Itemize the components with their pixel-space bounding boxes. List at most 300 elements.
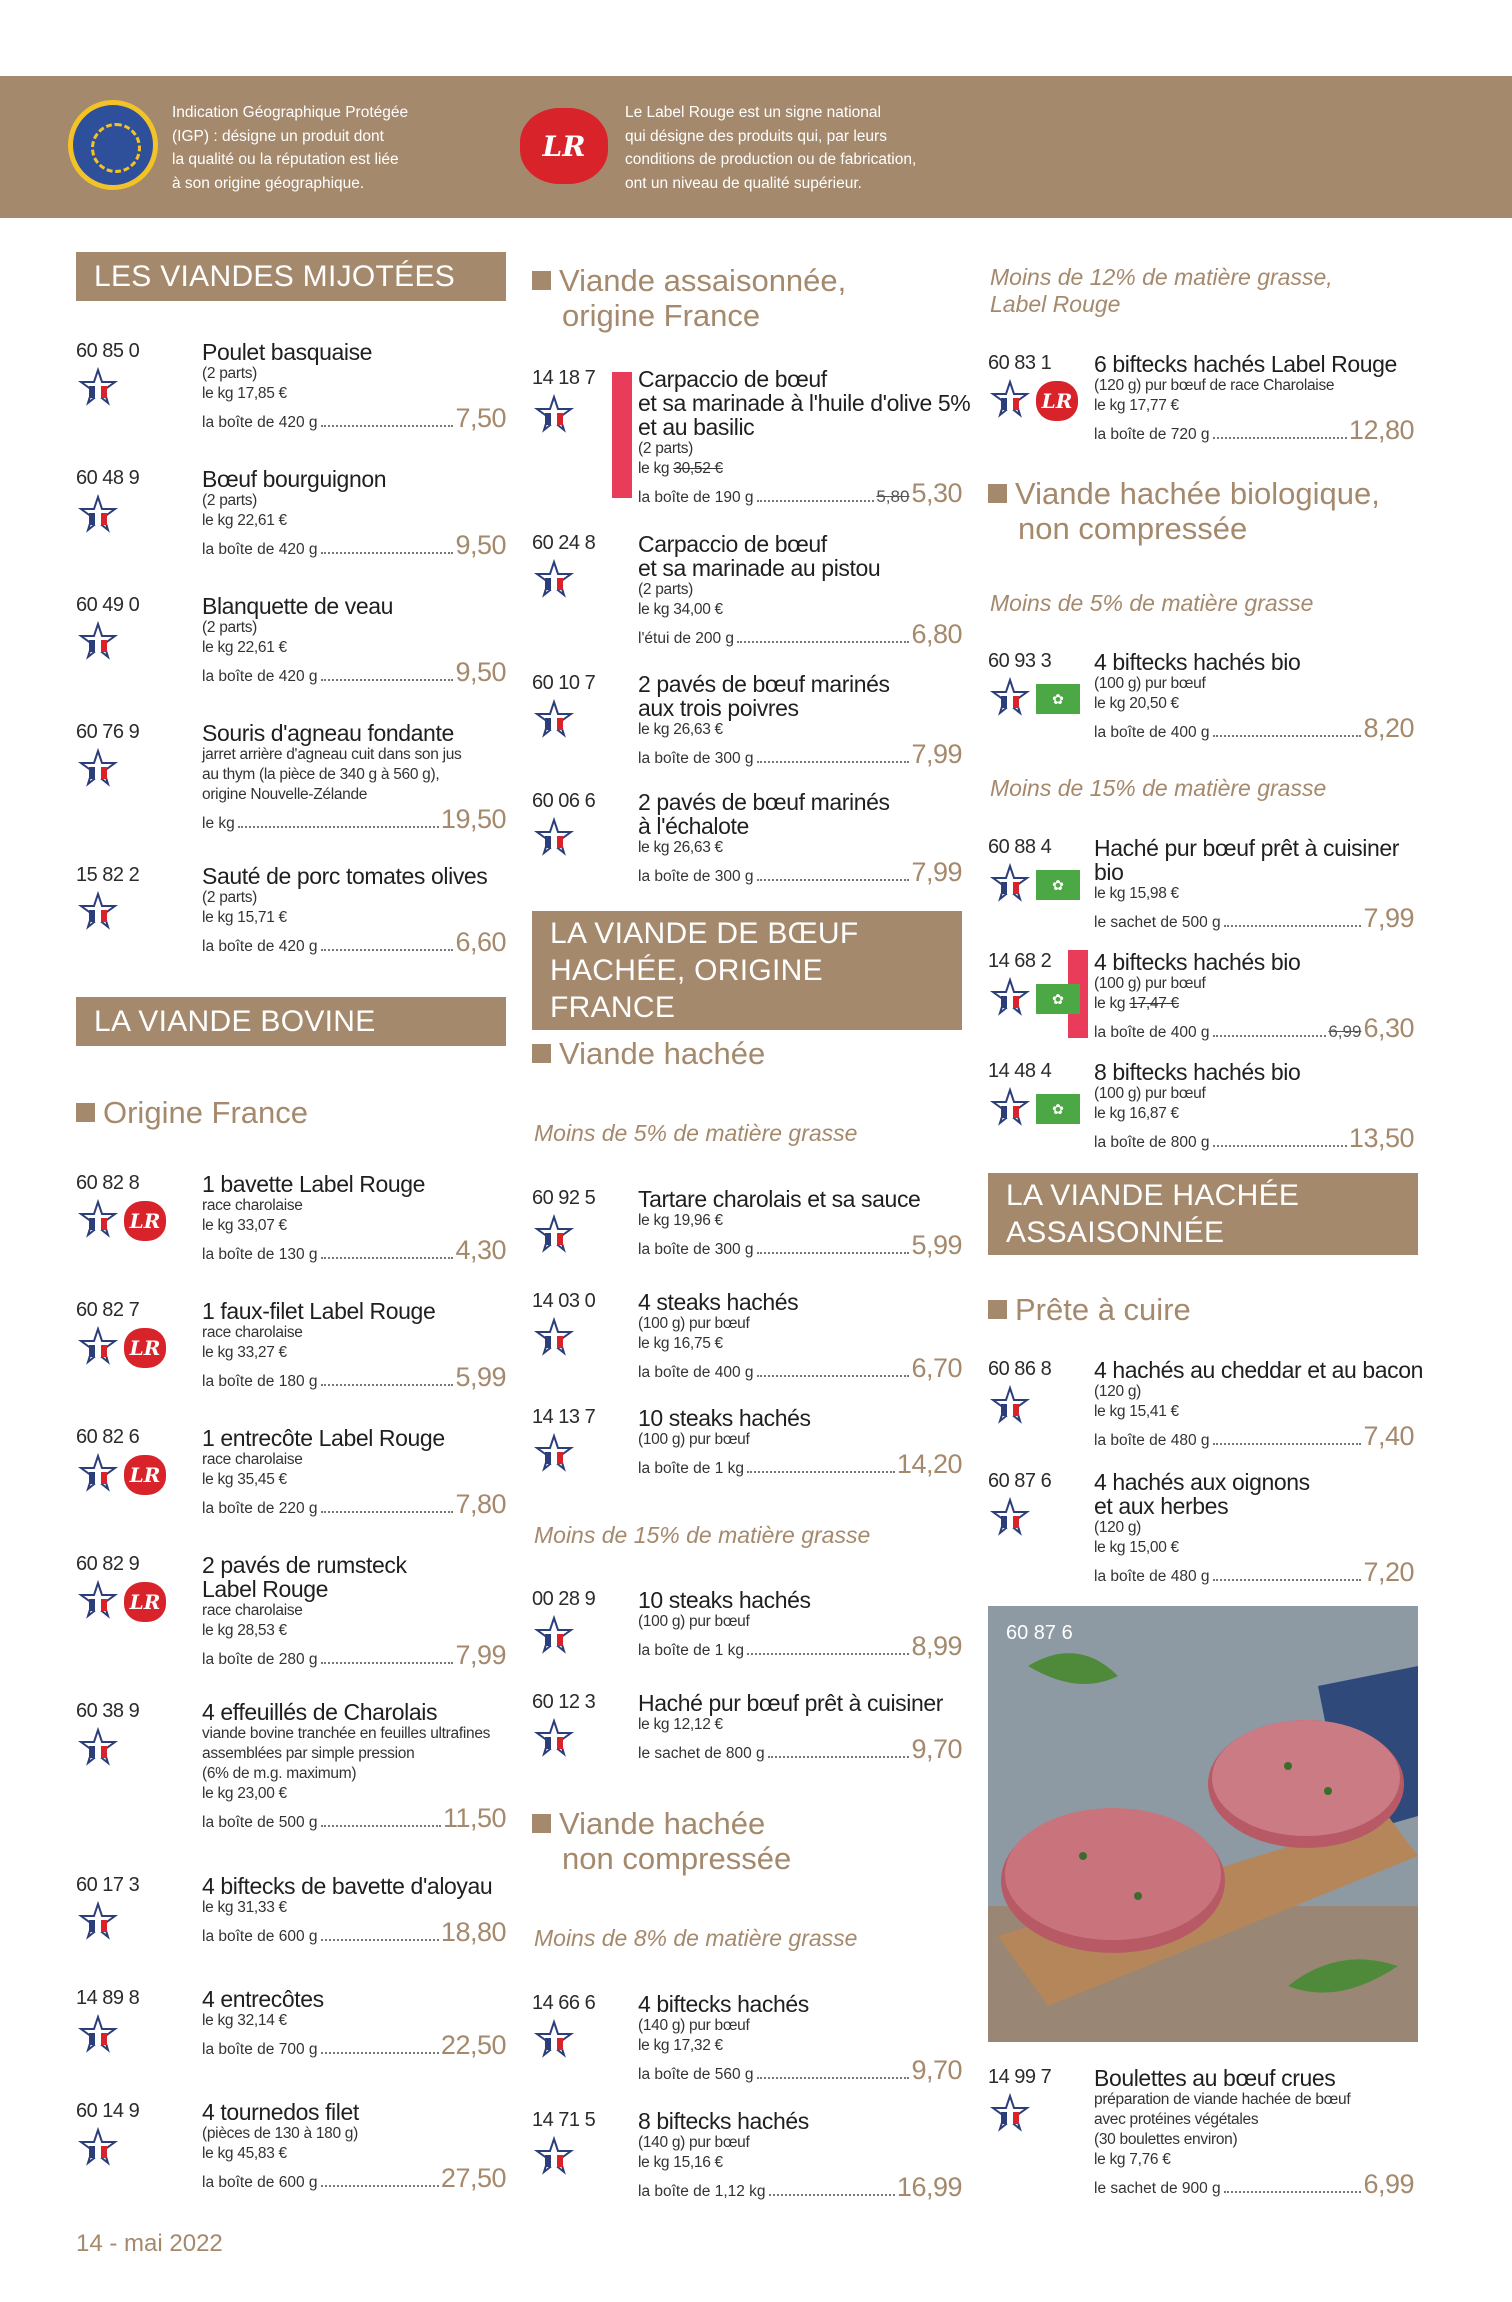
product-detail: le kg 22,61 €: [202, 512, 287, 529]
leader-dots: [321, 1825, 441, 1827]
product-badges: [76, 1326, 166, 1370]
leader-dots: [757, 2077, 910, 2079]
package-label: la boîte de 720 g: [1094, 426, 1210, 443]
product-badges: [76, 494, 120, 538]
origine-france-icon: [532, 817, 576, 861]
package-label: la boîte de 1 kg: [638, 1642, 744, 1659]
product-detail: (2 parts): [638, 440, 694, 457]
product-badges: [988, 863, 1080, 907]
leader-dots: [321, 2185, 439, 2187]
product-code: 60 87 6: [988, 1470, 1052, 1492]
product-name: 4 effeuillés de Charolais: [202, 1699, 438, 1725]
origine-france-icon: [76, 2014, 120, 2058]
product-price: 7,99: [911, 857, 962, 887]
package-label: la boîte de 560 g: [638, 2066, 754, 2083]
price-line: [638, 740, 962, 770]
subheader-viande-hachee: Viande hachée: [532, 1036, 765, 1071]
burger-patties-photo: [988, 1606, 1418, 2042]
product-code: 60 06 6: [532, 790, 596, 812]
leader-dots: [757, 1375, 910, 1377]
product-name: Poulet basquaise: [202, 339, 373, 365]
product-detail: le kg 26,63 €: [638, 839, 723, 856]
product-detail: (100 g) pur bœuf: [1094, 975, 1206, 992]
product-price: 6,99: [1363, 2169, 1414, 2199]
leader-dots: [737, 641, 909, 643]
leader-dots: [757, 500, 875, 502]
leader-dots: [757, 761, 910, 763]
origine-france-icon: [76, 891, 120, 935]
header-viande-bovine: LA VIANDE BOVINE: [76, 997, 506, 1046]
product-name: 4 steaks hachés: [638, 1289, 799, 1315]
product-code: 60 86 8: [988, 1358, 1052, 1380]
product-detail: (100 g) pur bœuf: [1094, 675, 1206, 692]
product-price: 5,99: [911, 1230, 962, 1260]
leader-dots: [747, 1653, 909, 1655]
package-label: la boîte de 1,12 kg: [638, 2183, 766, 2200]
product-price: 7,20: [1363, 1557, 1414, 1587]
product-detail: (120 g): [1094, 1519, 1142, 1536]
header-hachee-assaisonnee: LA VIANDE HACHÉE ASSAISONNÉE: [988, 1173, 1418, 1255]
product-badges: [76, 367, 120, 411]
origine-france-icon: [532, 1718, 576, 1762]
product-name: 2 pavés de rumsteck: [202, 1552, 407, 1578]
product-code: 60 76 9: [76, 721, 140, 743]
leader-dots: [1213, 1443, 1362, 1445]
product-detail: le kg 34,00 €: [638, 601, 723, 618]
origine-france-icon: [988, 1087, 1032, 1131]
product-detail: le kg 15,71 €: [202, 909, 287, 926]
leader-dots: [321, 949, 454, 951]
product-detail: (100 g) pur bœuf: [638, 1613, 750, 1630]
label-rouge-logo-icon: LR: [520, 108, 608, 184]
product-price: 9,70: [911, 1734, 962, 1764]
product-code: 60 82 8: [76, 1172, 140, 1194]
product-detail: (120 g): [1094, 1383, 1142, 1400]
product-detail: avec protéines végétales: [1094, 2111, 1259, 2128]
product-name: Souris d'agneau fondante: [202, 720, 454, 746]
product-price: 11,50: [442, 1803, 506, 1833]
note-15pct: Moins de 15% de matière grasse: [534, 1522, 871, 1548]
price-line: [638, 620, 962, 650]
label-rouge-icon: LR: [124, 1582, 166, 1622]
note-5pct: Moins de 5% de matière grasse: [534, 1120, 858, 1146]
price-line: [1094, 2170, 1414, 2200]
product-code: 60 92 5: [532, 1187, 596, 1209]
product-badges: [988, 1385, 1032, 1429]
package-label: la boîte de 600 g: [202, 2174, 318, 2191]
product-detail: le kg 31,33 €: [202, 1899, 287, 1916]
product-badges: [76, 1580, 166, 1624]
product-detail: origine Nouvelle-Zélande: [202, 786, 368, 803]
product-price: 9,50: [455, 530, 506, 560]
product-code: 14 13 7: [532, 1406, 596, 1428]
package-label: la boîte de 190 g: [638, 489, 754, 506]
package-label: la boîte de 480 g: [1094, 1568, 1210, 1585]
leader-dots: [238, 826, 439, 828]
price-line: [202, 1804, 506, 1834]
product-name: 4 biftecks hachés bio: [1094, 649, 1301, 675]
product-name: 4 hachés aux oignons: [1094, 1469, 1310, 1495]
product-price: 6,70: [911, 1353, 962, 1383]
product-detail: (2 parts): [202, 365, 258, 382]
product-price: 18,80: [440, 1917, 506, 1947]
leader-dots: [321, 2052, 439, 2054]
leader-dots: [1224, 2191, 1362, 2193]
product-code: 60 10 7: [532, 672, 596, 694]
product-detail: (140 g) pur bœuf: [638, 2134, 750, 2151]
product-name: 6 biftecks hachés Label Rouge: [1094, 351, 1397, 377]
subheader-viande-assaisonnee: Viande assaisonnée, origine France: [532, 263, 846, 333]
product-code: 14 66 6: [532, 1992, 596, 2014]
product-code: 00 28 9: [532, 1588, 596, 1610]
product-name: 2 pavés de bœuf marinés: [638, 789, 890, 815]
product-badges: [532, 1615, 576, 1659]
product-detail: viande bovine tranchée en feuilles ultrafines: [202, 1725, 491, 1742]
price-line: [638, 1231, 962, 1261]
subheader-prete-a-cuire: Prête à cuire: [988, 1292, 1191, 1327]
product-name: et sa marinade à l'huile d'olive 5%: [638, 390, 971, 416]
origine-france-icon: [988, 2093, 1032, 2137]
price-line: [638, 1450, 962, 1480]
product-badges: [76, 1901, 120, 1945]
leader-dots: [1213, 735, 1362, 737]
product-badges: [988, 2093, 1032, 2137]
product-detail: le kg 19,96 €: [638, 1212, 723, 1229]
product-badges: [76, 2127, 120, 2171]
product-badges: [532, 1214, 576, 1258]
product-price: 5,30: [911, 478, 962, 508]
package-label: la boîte de 300 g: [638, 1241, 754, 1258]
product-code: 60 82 6: [76, 1426, 140, 1448]
product-detail: le kg 15,98 €: [1094, 885, 1179, 902]
package-label: la boîte de 400 g: [1094, 724, 1210, 741]
product-code: 14 89 8: [76, 1987, 140, 2009]
note-12pct-label-rouge: Moins de 12% de matière grasse, Label Rouge: [990, 264, 1333, 317]
product-code: 60 85 0: [76, 340, 140, 362]
product-name: 4 biftecks hachés bio: [1094, 949, 1301, 975]
product-detail: (120 g) pur bœuf de race Charolaise: [1094, 377, 1335, 394]
package-label: le sachet de 500 g: [1094, 914, 1221, 931]
origine-france-icon: [988, 1385, 1032, 1429]
product-detail: (6% de m.g. maximum): [202, 1765, 357, 1782]
product-name: 1 faux-filet Label Rouge: [202, 1298, 436, 1324]
origine-france-icon: [76, 1580, 120, 1624]
origine-france-icon: [532, 2136, 576, 2180]
package-label: la boîte de 400 g: [1094, 1024, 1210, 1041]
product-name: Bœuf bourguignon: [202, 466, 387, 492]
product-badges: [76, 1727, 120, 1771]
package-label: la boîte de 600 g: [202, 1928, 318, 1945]
product-code: 60 49 0: [76, 594, 140, 616]
product-badges: [988, 977, 1080, 1021]
origine-france-icon: [76, 494, 120, 538]
price-line: [638, 858, 962, 888]
label-rouge-icon: LR: [1036, 381, 1078, 421]
product-code: 60 24 8: [532, 532, 596, 554]
leader-dots: [321, 1939, 439, 1941]
product-price: 22,50: [440, 2030, 506, 2060]
package-label: la boîte de 420 g: [202, 541, 318, 558]
product-name: Sauté de porc tomates olives: [202, 863, 488, 889]
price-line: [202, 2031, 506, 2061]
product-price: 9,50: [455, 657, 506, 687]
product-price: 8,20: [1363, 713, 1414, 743]
price-line: [202, 1641, 506, 1671]
product-badges: [76, 621, 120, 665]
package-label: la boîte de 420 g: [202, 668, 318, 685]
leader-dots: [321, 425, 454, 427]
package-label: la boîte de 500 g: [202, 1814, 318, 1831]
product-detail: le kg 17,32 €: [638, 2037, 723, 2054]
product-code: 60 12 3: [532, 1691, 596, 1713]
product-name: et au basilic: [638, 414, 755, 440]
product-detail: le kg 17,85 €: [202, 385, 287, 402]
product-detail: le kg 12,12 €: [638, 1716, 723, 1733]
price-line: [638, 479, 962, 509]
package-label: la boîte de 300 g: [638, 868, 754, 885]
price-line: [202, 404, 506, 434]
product-name: Haché pur bœuf prêt à cuisiner: [1094, 835, 1400, 861]
product-price: 5,99: [455, 1362, 506, 1392]
product-code: 60 82 9: [76, 1553, 140, 1575]
product-price: 6,60: [455, 927, 506, 957]
price-line: [202, 1236, 506, 1266]
price-line: [202, 658, 506, 688]
product-badges: [988, 379, 1078, 423]
package-label: la boîte de 180 g: [202, 1373, 318, 1390]
product-price: 6,80: [911, 619, 962, 649]
product-name: 4 biftecks hachés: [638, 1991, 809, 2017]
product-detail: le kg 26,63 €: [638, 721, 723, 738]
label-rouge-description: Le Label Rouge est un signe national qui désigne des produits qui, par leurs conditions de production ou de fabrication, ont un niveau de qualité supérieur.: [625, 104, 917, 192]
price-line: [1094, 714, 1414, 744]
origine-france-icon: [532, 1214, 576, 1258]
page-footer: 14 - mai 2022: [76, 2230, 223, 2257]
price-line: [1094, 1422, 1414, 1452]
product-code: 14 99 7: [988, 2066, 1052, 2088]
origine-france-icon: [988, 379, 1032, 423]
leader-dots: [747, 1471, 895, 1473]
product-name: Blanquette de veau: [202, 593, 394, 619]
product-detail: (100 g) pur bœuf: [1094, 1085, 1206, 1102]
header-viandes-mijotees: LES VIANDES MIJOTÉES: [76, 252, 506, 301]
origine-france-icon: [76, 1901, 120, 1945]
origine-france-icon: [532, 559, 576, 603]
product-code: 60 93 3: [988, 650, 1052, 672]
leader-dots: [757, 1252, 910, 1254]
product-detail: (2 parts): [202, 492, 258, 509]
product-badges: [76, 748, 120, 792]
product-detail: préparation de viande hachée de bœuf: [1094, 2091, 1351, 2108]
product-name: 10 steaks hachés: [638, 1405, 811, 1431]
note-bio-15pct: Moins de 15% de matière grasse: [990, 775, 1327, 801]
package-label: la boîte de 1 kg: [638, 1460, 744, 1477]
product-badges: [532, 699, 576, 743]
product-detail: le kg 15,00 €: [1094, 1539, 1179, 1556]
leader-dots: [1213, 437, 1347, 439]
product-price: 7,99: [455, 1640, 506, 1670]
leader-dots: [1224, 925, 1362, 927]
price-line: [202, 1363, 506, 1393]
product-name: 4 biftecks de bavette d'aloyau: [202, 1873, 493, 1899]
product-code: 60 83 1: [988, 352, 1052, 374]
product-code: 14 48 4: [988, 1060, 1052, 1082]
product-detail: (100 g) pur bœuf: [638, 1315, 750, 1332]
leader-dots: [321, 1384, 454, 1386]
product-price: 7,99: [911, 739, 962, 769]
bio-ab-icon: ✿: [1036, 870, 1080, 900]
price-line: [1094, 1558, 1414, 1588]
origine-france-icon: [76, 2127, 120, 2171]
origine-france-icon: [532, 1433, 576, 1477]
product-price: 7,40: [1363, 1421, 1414, 1451]
product-detail: (2 parts): [202, 889, 258, 906]
package-label: la boîte de 480 g: [1094, 1432, 1210, 1449]
product-name: 1 entrecôte Label Rouge: [202, 1425, 445, 1451]
product-name: et aux herbes: [1094, 1493, 1229, 1519]
origine-france-icon: [988, 977, 1032, 1021]
product-name: 2 pavés de bœuf marinés: [638, 671, 890, 697]
package-label: la boîte de 420 g: [202, 414, 318, 431]
origine-france-icon: [76, 1453, 120, 1497]
product-name: Carpaccio de bœuf: [638, 366, 827, 392]
product-code: 14 03 0: [532, 1290, 596, 1312]
product-detail: le kg 30,52 €: [638, 460, 723, 477]
product-detail: le kg 32,14 €: [202, 2012, 287, 2029]
product-price: 16,99: [896, 2172, 962, 2202]
leader-dots: [769, 2194, 895, 2196]
product-detail: jarret arrière d'agneau cuit dans son jus: [202, 746, 462, 763]
product-name: 4 entrecôtes: [202, 1986, 324, 2012]
product-name: 4 hachés au cheddar et au bacon: [1094, 1357, 1424, 1383]
product-code: 14 68 2: [988, 950, 1052, 972]
price-line: [202, 2164, 506, 2194]
leader-dots: [321, 1662, 454, 1664]
origine-france-icon: [76, 748, 120, 792]
product-badges: [76, 1199, 166, 1243]
product-detail: le kg 16,87 €: [1094, 1105, 1179, 1122]
product-detail: au thym (la pièce de 340 g à 560 g),: [202, 766, 440, 783]
package-label: l'étui de 200 g: [638, 630, 735, 647]
product-name: Tartare charolais et sa sauce: [638, 1186, 921, 1212]
product-badges: [532, 817, 576, 861]
origine-france-icon: [532, 2019, 576, 2063]
product-price: 13,50: [1348, 1123, 1414, 1153]
product-badges: [76, 1453, 166, 1497]
product-badges: [532, 1317, 576, 1361]
price-line: [638, 1632, 962, 1662]
product-detail: race charolaise: [202, 1451, 303, 1468]
product-name: aux trois poivres: [638, 695, 799, 721]
price-line: [202, 1918, 506, 1948]
product-price: 19,50: [440, 804, 506, 834]
product-badges: [532, 559, 576, 603]
package-label: la boîte de 130 g: [202, 1246, 318, 1263]
product-detail: (2 parts): [202, 619, 258, 636]
product-detail: le kg 16,75 €: [638, 1335, 723, 1352]
product-name: 10 steaks hachés: [638, 1587, 811, 1613]
product-name: 1 bavette Label Rouge: [202, 1171, 426, 1197]
origine-france-icon: [988, 1497, 1032, 1541]
origine-france-icon: [988, 863, 1032, 907]
price-line: [1094, 1124, 1414, 1154]
product-detail: le kg 33,07 €: [202, 1217, 287, 1234]
product-badges: [988, 1497, 1032, 1541]
product-detail: le kg 17,47 €: [1094, 995, 1179, 1012]
origine-france-icon: [532, 699, 576, 743]
product-detail: le kg 35,45 €: [202, 1471, 287, 1488]
product-price: 27,50: [440, 2163, 506, 2193]
product-detail: (100 g) pur bœuf: [638, 1431, 750, 1448]
igp-logo-icon: [68, 100, 158, 190]
header-viande-hachee: LA VIANDE DE BŒUF HACHÉE, ORIGINE FRANCE: [532, 911, 962, 1030]
old-price: 5,80: [876, 487, 910, 506]
product-detail: (2 parts): [638, 581, 694, 598]
product-detail: le kg 15,16 €: [638, 2154, 723, 2171]
product-detail: le kg 33,27 €: [202, 1344, 287, 1361]
product-code: 60 17 3: [76, 1874, 140, 1896]
product-name: 8 biftecks hachés: [638, 2108, 809, 2134]
product-code: 60 88 4: [988, 836, 1052, 858]
leader-dots: [1213, 1579, 1362, 1581]
price-line: [1094, 1014, 1414, 1044]
package-label: le sachet de 800 g: [638, 1745, 765, 1762]
product-detail: le kg 15,41 €: [1094, 1403, 1179, 1420]
package-label: le kg: [202, 815, 235, 832]
product-detail: le kg 17,77 €: [1094, 397, 1179, 414]
package-label: la boîte de 400 g: [638, 1364, 754, 1381]
product-badges: [532, 394, 576, 438]
subheader-viande-bio: Viande hachée biologique, non compressée: [988, 476, 1380, 546]
price-line: [202, 1490, 506, 1520]
leader-dots: [321, 552, 454, 554]
leader-dots: [1213, 1145, 1347, 1147]
origine-france-icon: [988, 677, 1032, 721]
product-name: et sa marinade au pistou: [638, 555, 881, 581]
leader-dots: [321, 1511, 454, 1513]
label-rouge-icon: LR: [124, 1328, 166, 1368]
price-line: [202, 928, 506, 958]
product-name: Carpaccio de bœuf: [638, 531, 827, 557]
product-detail: le kg 28,53 €: [202, 1622, 287, 1639]
origine-france-icon: [532, 394, 576, 438]
product-code: 60 14 9: [76, 2100, 140, 2122]
product-price: 7,50: [455, 403, 506, 433]
note-8pct: Moins de 8% de matière grasse: [534, 1925, 858, 1951]
product-badges: [532, 2136, 576, 2180]
product-price: 7,99: [1363, 903, 1414, 933]
product-code: 60 48 9: [76, 467, 140, 489]
package-label: la boîte de 220 g: [202, 1500, 318, 1517]
product-price: 12,80: [1348, 415, 1414, 445]
product-detail: assemblées par simple pression: [202, 1745, 415, 1762]
subheader-non-compressee: Viande hachée non compressée: [532, 1806, 791, 1876]
product-price: 4,30: [455, 1235, 506, 1265]
product-price: 8,99: [911, 1631, 962, 1661]
price-line: [1094, 904, 1414, 934]
leader-dots: [768, 1756, 910, 1758]
leader-dots: [757, 879, 910, 881]
origine-france-icon: [76, 1727, 120, 1771]
product-badges: [76, 2014, 120, 2058]
product-detail: (30 boulettes environ): [1094, 2131, 1238, 2148]
product-detail: le kg 45,83 €: [202, 2145, 287, 2162]
price-line: [202, 531, 506, 561]
package-label: la boîte de 300 g: [638, 750, 754, 767]
product-code: 60 38 9: [76, 1700, 140, 1722]
bio-ab-icon: ✿: [1036, 1094, 1080, 1124]
product-name: Boulettes au bœuf crues: [1094, 2065, 1336, 2091]
